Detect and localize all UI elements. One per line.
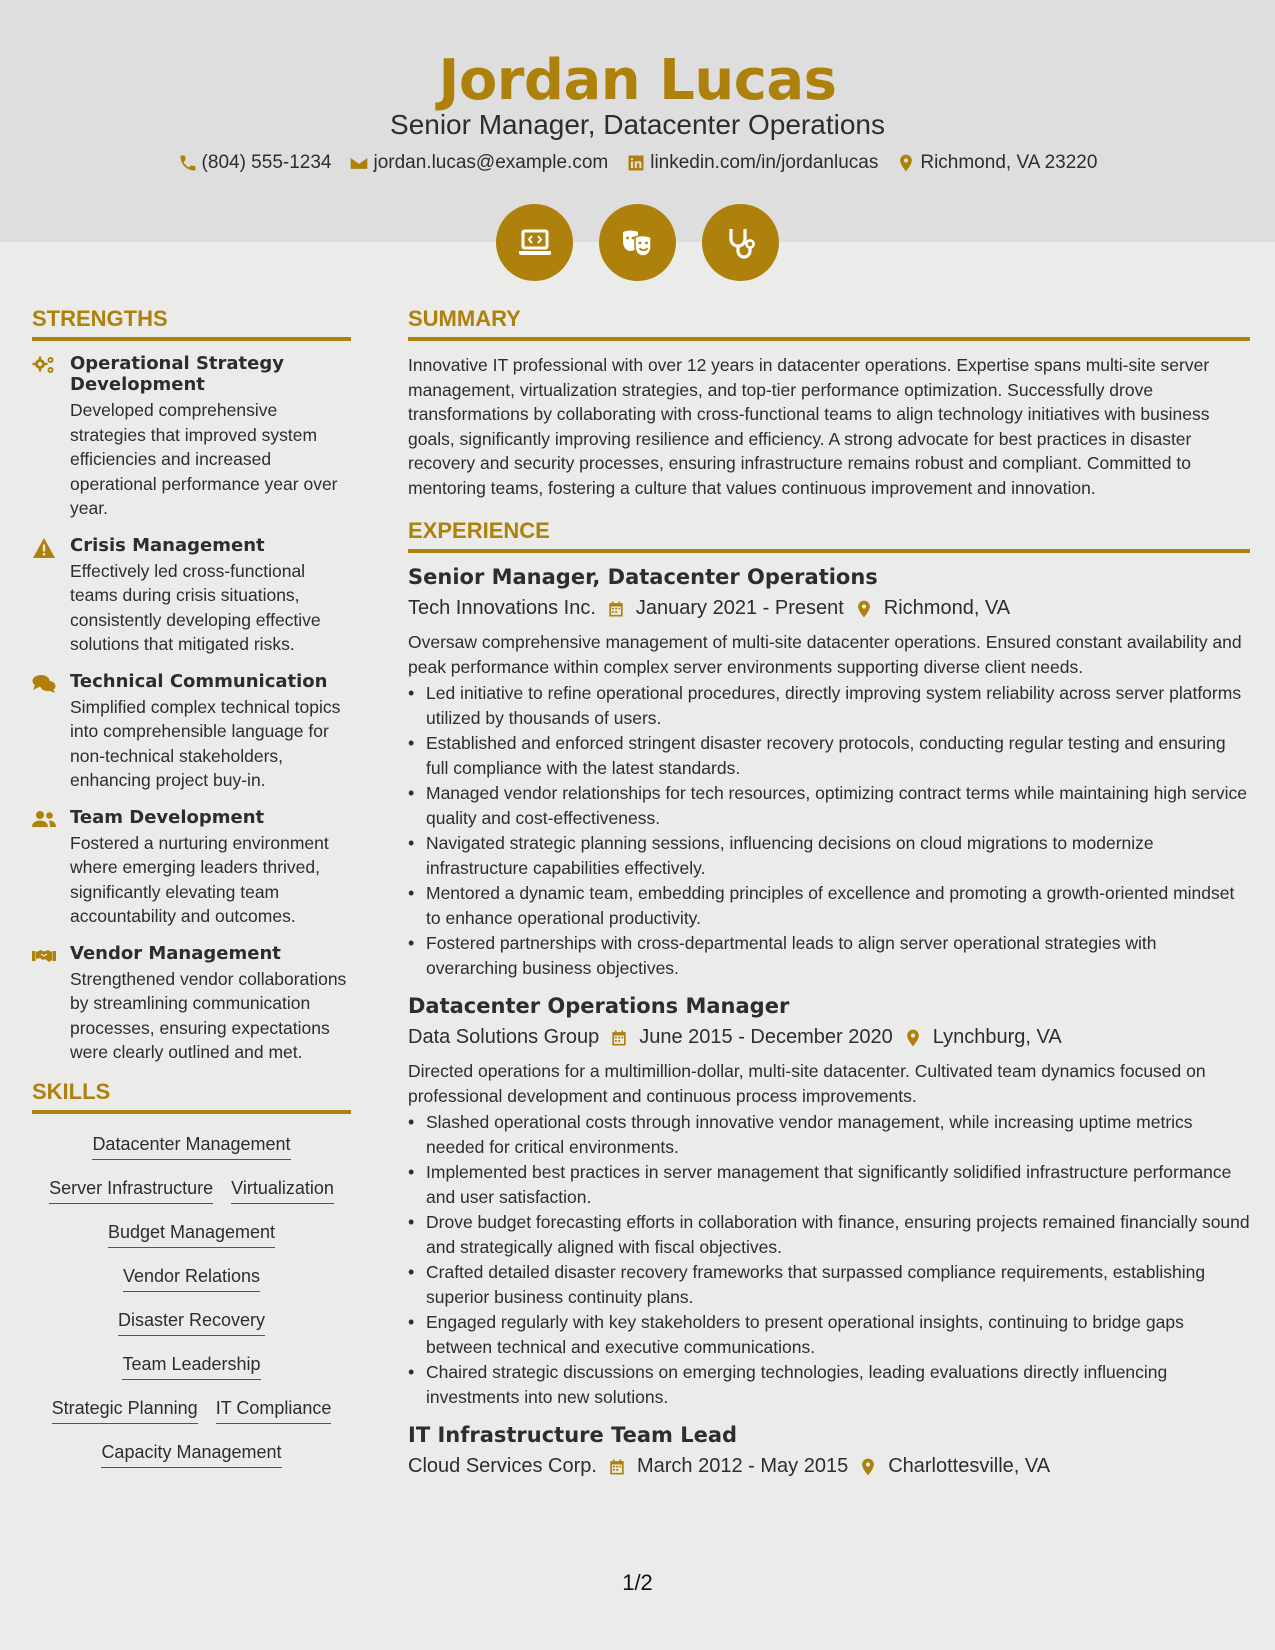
- experience-heading: EXPERIENCE: [408, 518, 1250, 553]
- gears-icon: [32, 355, 56, 377]
- strength-title: Team Development: [70, 806, 265, 828]
- strength-title: Technical Communication: [70, 670, 328, 692]
- skill-tag: IT Compliance: [216, 1396, 332, 1424]
- strength-desc: Strengthened vendor collaborations by streamlining communication processes, ensuring expectations were clearly outlined and met.: [70, 968, 347, 1062]
- hobby-medical: [702, 204, 779, 281]
- phone-icon: [178, 153, 198, 173]
- job-location: Richmond, VA: [883, 597, 1011, 619]
- skill-tag: Team Leadership: [122, 1352, 260, 1380]
- strength-desc: Effectively led cross-functional teams during crisis situations, consistently developing effective solutions that mitigated risks.: [70, 560, 321, 654]
- job-dates: March 2012 - May 2015: [636, 1455, 849, 1477]
- job-bullet: • Crafted detailed disaster recovery frameworks that surpassed compliance requirements, establishing superior business continuity plans.: [408, 1260, 1250, 1309]
- linkedin-icon: [626, 153, 646, 173]
- job-location: Charlottesville, VA: [888, 1455, 1051, 1477]
- job-meta: [408, 1026, 1250, 1049]
- job-company: Cloud Services Corp.: [408, 1455, 597, 1477]
- skills-heading: SKILLS: [32, 1079, 351, 1114]
- job-bullet: • Led initiative to refine operational procedures, directly improving system reliability across server platforms utilized by thousands of users.: [408, 681, 1250, 730]
- contact-phone-text: (804) 555-1234: [201, 152, 332, 173]
- strength-desc: Fostered a nurturing environment where emerging leaders thrived, significantly elevating team accountability and outcomes.: [70, 832, 329, 926]
- hobby-icons: [0, 204, 1275, 281]
- skill-tag: Datacenter Management: [92, 1132, 290, 1160]
- contact-linkedin[interactable]: [626, 152, 878, 174]
- job-bullets: [408, 681, 1250, 980]
- skill-tag: Capacity Management: [101, 1440, 281, 1468]
- job-company: Data Solutions Group: [408, 1026, 600, 1048]
- handshake-icon: [32, 945, 56, 967]
- skill-tag: Disaster Recovery: [118, 1308, 265, 1336]
- location-pin-icon: [858, 1457, 878, 1477]
- calendar-icon: [606, 599, 626, 619]
- strength-desc: Simplified complex technical topics into comprehensible language for non-technical stakeholders, enhancing project buy-in.: [70, 696, 341, 790]
- strength-title: Crisis Management: [70, 534, 265, 556]
- strength-item: [32, 807, 351, 929]
- left-column: [32, 306, 351, 1468]
- skill-tag: Virtualization: [231, 1176, 334, 1204]
- warning-triangle-icon: [32, 537, 56, 559]
- contact-linkedin-text: linkedin.com/in/jordanlucas: [650, 152, 879, 173]
- job-title: IT Infrastructure Team Lead: [408, 1423, 738, 1447]
- strength-title: Operational Strategy Development: [70, 353, 284, 395]
- users-icon: [32, 809, 56, 831]
- job-meta: [408, 597, 1250, 620]
- job-bullet: • Mentored a dynamic team, embedding principles of excellence and promoting a growth-oriented mindset to enhance operational productivity.: [408, 881, 1250, 930]
- calendar-icon: [607, 1457, 627, 1477]
- location-pin-icon: [854, 599, 874, 619]
- hobby-theater: [599, 204, 676, 281]
- job-bullet: • Drove budget forecasting efforts in collaboration with finance, ensuring projects remained financially sound and strategically aligned with fiscal objectives.: [408, 1210, 1250, 1259]
- job-title: Datacenter Operations Manager: [408, 994, 790, 1018]
- calendar-icon: [609, 1028, 629, 1048]
- job-company: Tech Innovations Inc.: [408, 597, 596, 619]
- contact-email-text: jordan.lucas@example.com: [373, 152, 609, 173]
- job-entry: [408, 994, 1250, 1409]
- job-dates: January 2021 - Present: [635, 597, 844, 619]
- summary-heading: SUMMARY: [408, 306, 1250, 341]
- theater-masks-icon: [618, 223, 658, 263]
- job-meta: [408, 1455, 1250, 1478]
- contact-location: [896, 152, 1097, 174]
- contact-bar: [0, 152, 1275, 174]
- job-bullets: [408, 1110, 1250, 1409]
- stethoscope-icon: [721, 223, 761, 263]
- strength-title: Vendor Management: [70, 942, 281, 964]
- skill-tag: Vendor Relations: [123, 1264, 260, 1292]
- laptop-code-icon: [515, 223, 555, 263]
- candidate-name: Jordan Lucas: [438, 48, 837, 113]
- hobby-laptop: [496, 204, 573, 281]
- candidate-title: Senior Manager, Datacenter Operations: [390, 109, 885, 140]
- page-number: 1/2: [622, 1570, 653, 1595]
- strength-item: [32, 353, 351, 521]
- skills-list: [32, 1126, 351, 1468]
- summary-text: Innovative IT professional with over 12 years in datacenter operations. Expertise spans multi-site server management, virtualization strategies, and top-tier performance optimization. Successfully drove transformations by collaborating with cross-functional teams to align technology initiatives with business goals, significantly improving resilience and efficiency. A strong advocate for best practices in disaster recovery and security processes, ensuring infrastructure remains robust and compliant. Committed to mentoring teams, fostering a culture that values continuous improvement and innovation.: [408, 355, 1210, 498]
- skill-tag: Server Infrastructure: [49, 1176, 213, 1204]
- contact-location-text: Richmond, VA 23220: [920, 152, 1098, 173]
- job-bullet: • Fostered partnerships with cross-departmental leads to align server operational strategies with overarching business objectives.: [408, 931, 1250, 980]
- job-title: Senior Manager, Datacenter Operations: [408, 565, 878, 589]
- comments-icon: [32, 673, 56, 695]
- job-description: Directed operations for a multimillion-dollar, multi-site datacenter. Cultivated team dynamics focused on professional development and continuous process improvements.: [408, 1061, 1206, 1106]
- skill-tag: Strategic Planning: [52, 1396, 198, 1424]
- job-bullet: • Slashed operational costs through innovative vendor management, while increasing uptime metrics needed for critical environments.: [408, 1110, 1250, 1159]
- job-entry: [408, 565, 1250, 980]
- job-bullet: • Implemented best practices in server management that significantly solidified infrastructure performance and user satisfaction.: [408, 1160, 1250, 1209]
- job-bullet: • Established and enforced stringent disaster recovery protocols, conducting regular testing and ensuring full compliance with the latest standards.: [408, 731, 1250, 780]
- contact-email[interactable]: [349, 152, 608, 174]
- job-bullet: • Managed vendor relationships for tech resources, optimizing contract terms while maintaining high service quality and cost-effectiveness.: [408, 781, 1250, 830]
- location-pin-icon: [896, 153, 916, 173]
- job-bullet: • Engaged regularly with key stakeholders to present operational insights, continuing to bridge gaps between technical and executive communications.: [408, 1310, 1250, 1359]
- location-pin-icon: [903, 1028, 923, 1048]
- right-column: [408, 306, 1250, 1488]
- job-location: Lynchburg, VA: [932, 1026, 1062, 1048]
- skill-tag: Budget Management: [108, 1220, 275, 1248]
- job-entry: [408, 1423, 1250, 1478]
- envelope-icon: [349, 153, 369, 173]
- job-dates: June 2015 - December 2020: [639, 1026, 893, 1048]
- strengths-heading: STRENGTHS: [32, 306, 351, 341]
- contact-phone[interactable]: [178, 152, 332, 174]
- strength-item: [32, 535, 351, 657]
- strength-item: [32, 671, 351, 793]
- strength-item: [32, 943, 351, 1065]
- job-bullet: • Navigated strategic planning sessions, influencing decisions on cloud migrations to modernize infrastructure capabilities effectively.: [408, 831, 1250, 880]
- job-description: Oversaw comprehensive management of multi-site datacenter operations. Ensured constant availability and peak performance within complex server environments supporting diverse client needs.: [408, 632, 1242, 677]
- job-bullet: • Chaired strategic discussions on emerging technologies, leading evaluations directly influencing investments into new solutions.: [408, 1360, 1250, 1409]
- strength-desc: Developed comprehensive strategies that improved system efficiencies and increased operational performance year over year.: [70, 400, 338, 518]
